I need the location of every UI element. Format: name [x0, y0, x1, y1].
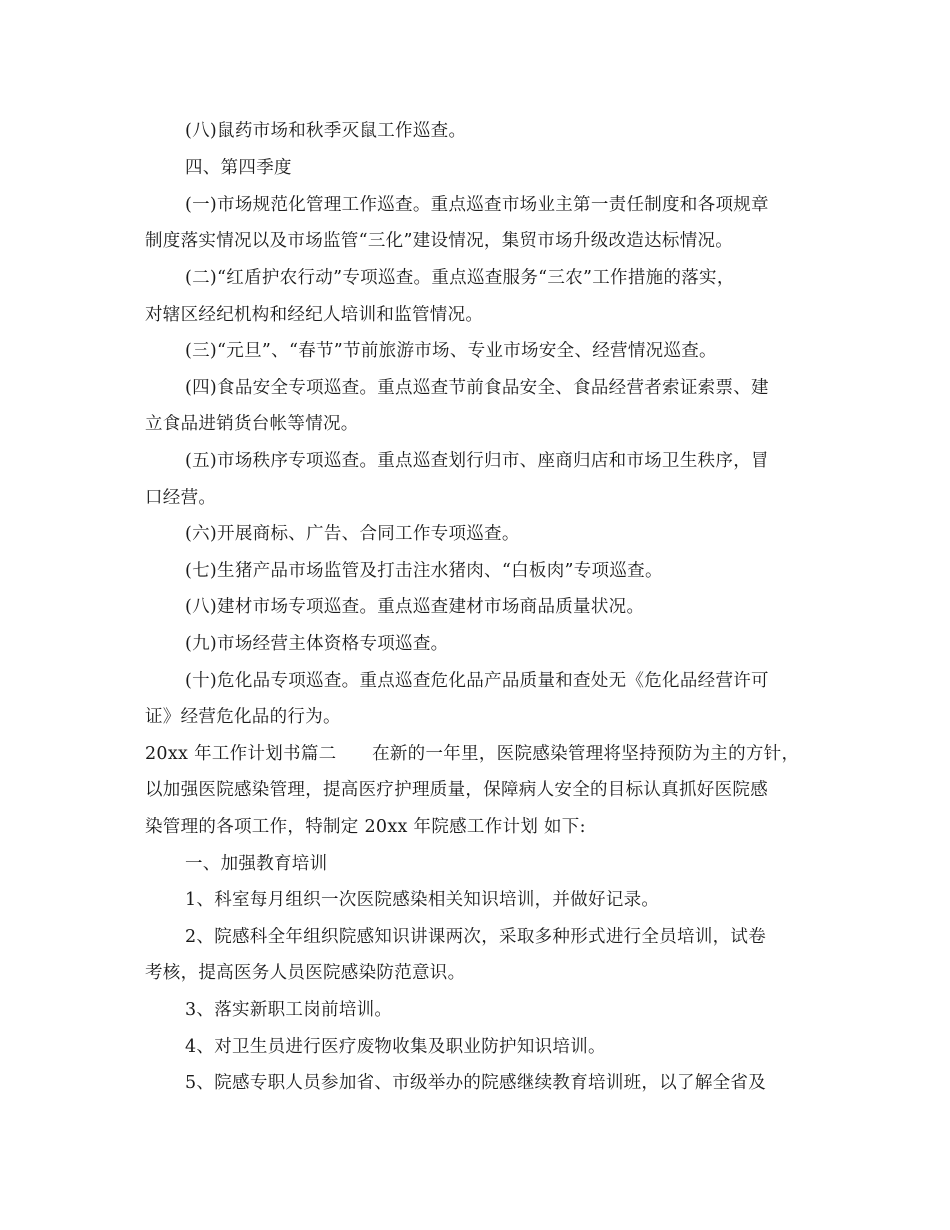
- text-line: 1、科室每月组织一次医院感染相关知识培训，并做好记录。: [185, 890, 660, 910]
- text-line: (十)危化品专项巡查。重点巡查危化品产品质量和查处无《危化品经营许可: [185, 671, 769, 691]
- text-line: (一)市场规范化管理工作巡查。重点巡查市场业主第一责任制度和各项规章: [185, 195, 769, 215]
- text-line: 制度落实情况以及市场监管“三化”建设情况，集贸市场升级改造达标情况。: [145, 231, 734, 251]
- text-line: 以加强医院感染管理，提高医疗护理质量，保障病人安全的目标认真抓好医院感: [145, 780, 768, 800]
- text-line: 证》经营危化品的行为。: [145, 707, 341, 727]
- text-line: 口经营。: [145, 488, 217, 508]
- text-line: 4、对卫生员进行医疗废物收集及职业防护知识培训。: [185, 1037, 606, 1057]
- text-line: 染管理的各项工作，特制定 20xx 年院感工作计划 如下:: [145, 817, 586, 837]
- text-line: (六)开展商标、广告、合同工作专项巡查。: [185, 524, 520, 544]
- section-heading: 一、加强教育培训: [185, 854, 328, 874]
- text-line: 考核，提高医务人员医院感染防范意识。: [145, 963, 466, 983]
- text-line: 对辖区经纪机构和经纪人培训和监管情况。: [145, 305, 484, 325]
- text-line: 5、院感专职人员参加省、市级举办的院感继续教育培训班，以了解全省及: [185, 1073, 767, 1093]
- text-line: (八)建材市场专项巡查。重点巡查建材市场商品质量状况。: [185, 597, 645, 617]
- section-title-line: 20xx 年工作计划书篇二 在新的一年里，医院感染管理将坚持预防为主的方针，: [145, 744, 800, 764]
- text-line: 立食品进销货台帐等情况。: [145, 414, 359, 434]
- text-line: (三)“元旦”、“春节”节前旅游市场、专业市场安全、经营情况巡查。: [185, 341, 717, 361]
- text-line: (四)食品安全专项巡查。重点巡查节前食品安全、食品经营者索证索票、建: [185, 378, 769, 398]
- text-line: (七)生猪产品市场监管及打击注水猪肉、“白板肉”专项巡查。: [185, 561, 663, 581]
- text-line: 2、院感科全年组织院感知识讲课两次，采取多种形式进行全员培训，试卷: [185, 927, 767, 947]
- section-heading: 四、第四季度: [185, 158, 292, 178]
- text-line: (八)鼠药市场和秋季灭鼠工作巡查。: [185, 121, 467, 141]
- text-line: (九)市场经营主体资格专项巡查。: [185, 634, 449, 654]
- text-line: 3、落实新职工岗前培训。: [185, 1000, 393, 1020]
- text-line: (二)“红盾护农行动”专项巡查。重点巡查服务“三农”工作措施的落实，: [185, 268, 735, 288]
- text-line: (五)市场秩序专项巡查。重点巡查划行归市、座商归店和市场卫生秩序，冒: [185, 451, 769, 471]
